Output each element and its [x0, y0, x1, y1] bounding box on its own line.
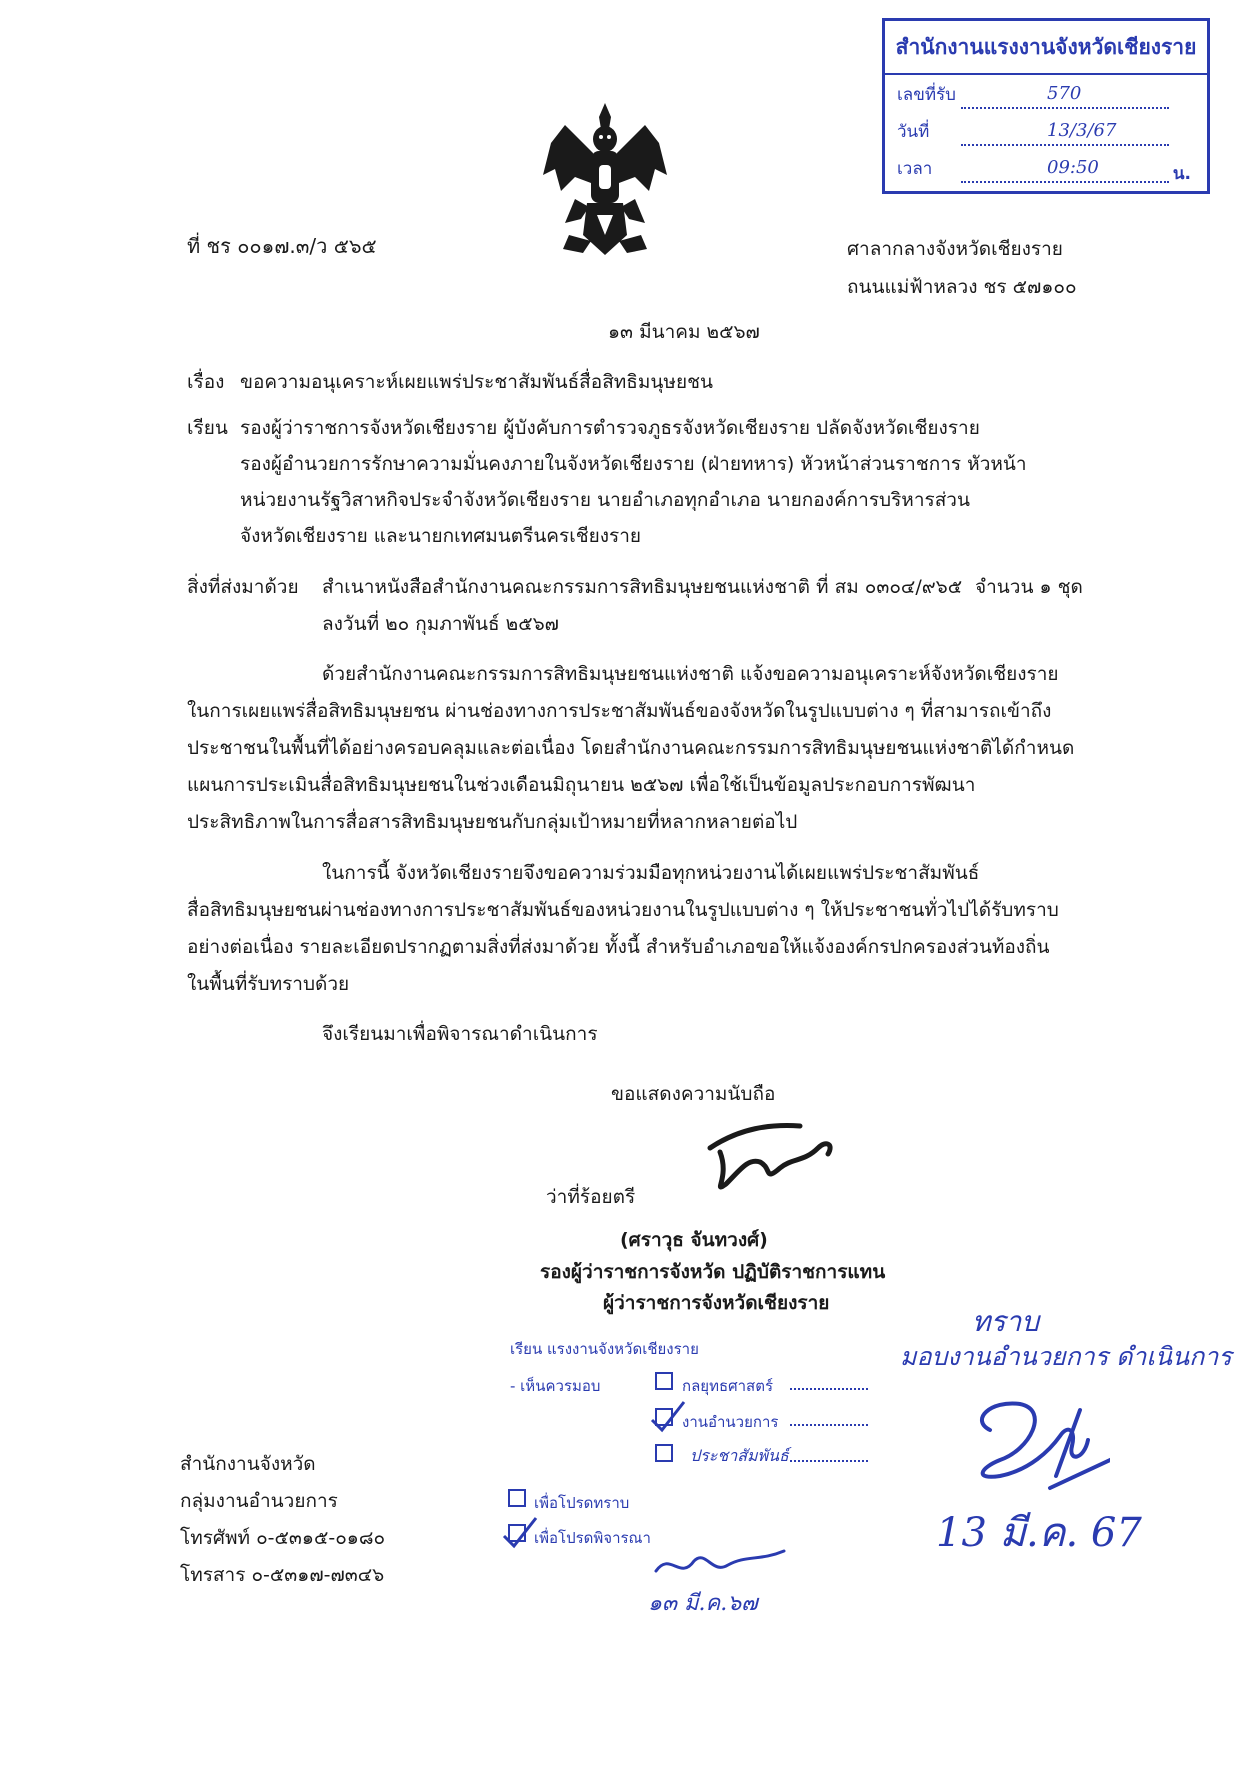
initials-mark	[650, 1545, 790, 1585]
body-line: สื่อสิทธิมนุษยชนผ่านช่องทางการประชาสัมพันธ์ของหน่วยงานในรูปแบบต่าง ๆ ให้ประชาชนทั่วไปได้รับทราบ	[187, 899, 1059, 921]
signer-name: (ศราวุธ จันทวงศ์)	[620, 1229, 768, 1251]
stamp-time-label: เวลา	[897, 159, 933, 179]
body-line: ประชาชนในพื้นที่ได้อย่างครอบคลุมและต่อเนื่อง โดยสำนักงานคณะกรรมการสิทธิมนุษยชนแห่งชาติได้กำหนด	[187, 737, 1075, 759]
recipient-line: รองผู้ว่าราชการจังหวัดเชียงราย ผู้บังคับการตำรวจภูธรจังหวัดเชียงราย ปลัดจังหวัดเชียงราย	[240, 417, 980, 439]
notify-checkbox	[508, 1489, 526, 1507]
org-address-line2: ถนนแม่ฟ้าหลวง ชร ๕๗๑๐๐	[847, 276, 1077, 298]
recipient-line: รองผู้อำนวยการรักษาความมั่นคงภายในจังหวัดเชียงราย (ฝ่ายทหาร) หัวหน้าส่วนราชการ หัวหน้า	[240, 453, 1027, 475]
signer-position: รองผู้ว่าราชการจังหวัด ปฏิบัติราชการแทน	[540, 1261, 886, 1283]
routing-option-checkbox	[655, 1444, 673, 1462]
body-line: อย่างต่อเนื่อง รายละเอียดปรากฏตามสิ่งที่ส่งมาด้วย ทั้งนี้ สำหรับอำเภอขอให้แจ้งองค์กรปกครองส่วนท้องถิ่น	[187, 936, 1050, 958]
stamp-date: 13/3/67	[1047, 120, 1117, 141]
document-number: ที่ ชร ๐๐๑๗.๓/ว ๕๖๕	[187, 234, 377, 258]
routing-option: ประชาสัมพันธ์	[690, 1446, 789, 1465]
enclosure-date: ลงวันที่ ๒๐ กุมภาพันธ์ ๒๕๖๗	[322, 613, 559, 635]
stamp-time: 09:50	[1047, 157, 1099, 178]
garuda-emblem-icon	[535, 95, 675, 265]
handwritten-note: มอบงานอำนวยการ ดำเนินการ	[900, 1342, 1232, 1371]
initials-date: ๑๓ มี.ค.๖๗	[648, 1591, 758, 1616]
routing-option: กลยุทธศาสตร์	[682, 1377, 774, 1395]
enclosure-label: สิ่งที่ส่งมาด้วย	[187, 576, 299, 598]
recipient-label: เรียน	[187, 417, 228, 439]
body-line: ในการเผยแพร่สื่อสิทธิมนุษยชน ผ่านช่องทางการประชาสัมพันธ์ของจังหวัดในรูปแบบต่าง ๆ ที่สามารถเข้าถึง	[187, 700, 1052, 722]
routing-to: เรียน แรงงานจังหวัดเชียงราย	[510, 1340, 699, 1358]
body-line: ด้วยสำนักงานคณะกรรมการสิทธิมนุษยชนแห่งชาติ แจ้งขอความอนุเคราะห์จังหวัดเชียงราย	[322, 663, 1059, 685]
notify-label: เพื่อโปรดทราบ	[534, 1494, 630, 1512]
stamp-received-row	[897, 81, 1197, 115]
closing-line: จึงเรียนมาเพื่อพิจารณาดำเนินการ	[322, 1023, 598, 1045]
stamp-received-label: เลขที่รับ	[897, 85, 956, 105]
subject-label: เรื่อง	[187, 371, 225, 393]
routing-option: งานอำนวยการ	[682, 1413, 779, 1431]
stamp-date-row	[897, 118, 1197, 152]
routing-option-checkbox	[655, 1372, 673, 1390]
body-line: แผนการประเมินสื่อสิทธิมนุษยชนในช่วงเดือนมิถุนายน ๒๕๖๗ เพื่อใช้เป็นข้อมูลประกอบการพัฒนา	[187, 774, 976, 796]
handwritten-note: ทราบ	[972, 1305, 1039, 1338]
body-line: ในการนี้ จังหวัดเชียงรายจึงขอความร่วมมือทุกหน่วยงานได้เผยแพร่ประชาสัมพันธ์	[322, 862, 980, 884]
footer-line: โทรศัพท์ ๐-๕๓๑๕-๐๑๘๐	[180, 1527, 386, 1549]
stamp-time-suffix: น.	[1172, 164, 1191, 184]
stamp-date-label: วันที่	[897, 122, 930, 142]
stamp-office: สำนักงานแรงงานจังหวัดเชียงราย	[885, 21, 1207, 75]
consider-label: เพื่อโปรดพิจารณา	[534, 1529, 651, 1547]
footer-line: โทรสาร ๐-๕๓๑๗-๗๓๔๖	[180, 1564, 385, 1586]
body-line: ประสิทธิภาพในการสื่อสารสิทธิมนุษยชนกับกลุ่มเป้าหมายที่หลากหลายต่อไป	[187, 811, 798, 833]
recipient-line: หน่วยงานรัฐวิสาหกิจประจำจังหวัดเชียงราย นายอำเภอทุกอำเภอ นายกองค์การบริหารส่วน	[240, 489, 970, 511]
org-address-line1: ศาลากลางจังหวัดเชียงราย	[847, 238, 1063, 260]
enclosure-text: สำเนาหนังสือสำนักงานคณะกรรมการสิทธิมนุษยชนแห่งชาติ ที่ สม ๐๓๐๔/๙๖๕	[322, 576, 963, 598]
stamp-received-no: 570	[1047, 83, 1082, 104]
signature-mark	[700, 1118, 840, 1196]
regards: ขอแสดงความนับถือ	[611, 1083, 776, 1105]
stamp-time-row	[897, 155, 1197, 189]
body-line: ในพื้นที่รับทราบด้วย	[187, 973, 350, 995]
routing-opinion-label: - เห็นควรมอบ	[510, 1377, 601, 1395]
document-date: ๑๓ มีนาคม ๒๕๖๗	[608, 321, 760, 343]
signer-position: ผู้ว่าราชการจังหวัดเชียงราย	[603, 1292, 830, 1314]
handwritten-date: 13 มี.ค. 67	[936, 1510, 1142, 1556]
subject-text: ขอความอนุเคราะห์เผยแพร่ประชาสัมพันธ์สื่อสิทธิมนุษยชน	[240, 371, 713, 393]
recipient-line: จังหวัดเชียงราย และนายกเทศมนตรีนครเชียงราย	[240, 525, 642, 547]
handwritten-signature	[960, 1390, 1110, 1500]
signer-rank: ว่าที่ร้อยตรี	[546, 1186, 636, 1208]
footer-line: กลุ่มงานอำนวยการ	[180, 1490, 338, 1512]
enclosure-count: จำนวน ๑ ชุด	[975, 576, 1083, 598]
footer-line: สำนักงานจังหวัด	[180, 1453, 316, 1475]
registration-stamp	[882, 18, 1210, 194]
